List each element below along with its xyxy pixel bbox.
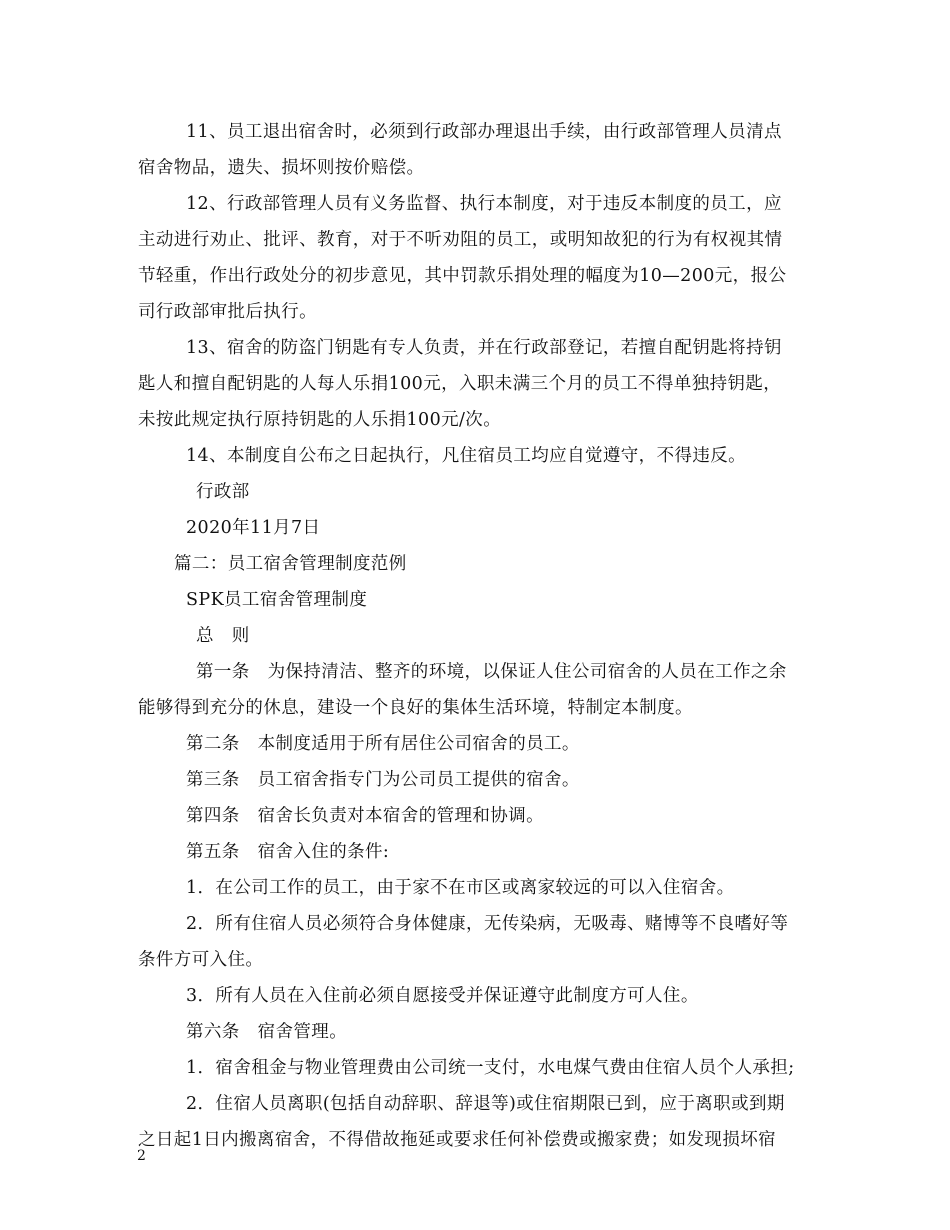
paragraph-line: 11、员工退出宿舍时，必须到行政部办理退出手续，由行政部管理人员清点 <box>186 122 782 142</box>
paragraph-line: 1．宿舍租金与物业管理费由公司统一支付，水电煤气费由住宿人员个人承担; <box>186 1058 795 1078</box>
paragraph-line: 2．住宿人员离职(包括自动辞职、辞退等)或住宿期限已到，应于离职或到期 <box>186 1094 785 1114</box>
paragraph-line: 主动进行劝止、批评、教育，对于不听劝阻的员工，或明知故犯的行为有权视其情 <box>138 230 783 250</box>
paragraph-line: 能够得到充分的休息，建设一个良好的集体生活环境，特制定本制度。 <box>138 698 693 718</box>
paragraph-line: 第二条 本制度适用于所有居住公司宿舍的员工。 <box>186 734 580 754</box>
paragraph-line: 第五条 宿舍入住的条件: <box>186 842 390 862</box>
paragraph-line: 条件方可入住。 <box>138 950 264 970</box>
paragraph-line: 12、行政部管理人员有义务监督、执行本制度，对于违反本制度的员工，应 <box>186 194 782 214</box>
signature-date: 2020年11月7日 <box>186 518 321 538</box>
paragraph-line: 未按此规定执行原持钥匙的人乐捐100元/次。 <box>138 410 502 430</box>
paragraph-line: 司行政部审批后执行。 <box>138 302 317 322</box>
paragraph-line: 宿舍物品，遗失、损坏则按价赔偿。 <box>138 158 425 178</box>
signature-department: 行政部 <box>196 482 250 502</box>
paragraph-line: 第三条 员工宿舍指专门为公司员工提供的宿舍。 <box>186 770 580 790</box>
paragraph-line: 第一条 为保持清洁、整齐的环境，以保证人住公司宿舍的人员在工作之余 <box>196 662 787 682</box>
document-title: SPK员工宿舍管理制度 <box>186 590 368 610</box>
page-number: 2 <box>137 1148 146 1164</box>
chapter-heading: 总 则 <box>196 626 250 646</box>
paragraph-line: 13、宿舍的防盗门钥匙有专人负责，并在行政部登记，若擅自配钥匙将持钥 <box>186 338 782 358</box>
paragraph-line: 匙人和擅自配钥匙的人每人乐捐100元，入职未满三个月的员工不得单独持钥匙， <box>138 374 782 394</box>
paragraph-line: 3．所有人员在入住前必须自愿接受并保证遵守此制度方可人住。 <box>186 986 699 1006</box>
paragraph-line: 第六条 宿舍管理。 <box>186 1022 348 1042</box>
section-heading: 篇二：员工宿舍管理制度范例 <box>174 554 407 574</box>
paragraph-line: 之日起1日内搬离宿舍，不得借故拖延或要求任何补偿费或搬家费；如发现损坏宿 <box>138 1130 777 1150</box>
paragraph-line: 14、本制度自公布之日起执行，凡住宿员工均应自觉遵守，不得违反。 <box>186 446 747 466</box>
paragraph-line: 第四条 宿舍长负责对本宿舍的管理和协调。 <box>186 806 544 826</box>
paragraph-line: 1．在公司工作的员工，由于家不在市区或离家较远的可以入住宿舍。 <box>186 878 735 898</box>
paragraph-line: 2．所有住宿人员必须符合身体健康，无传染病，无吸毒、赌博等不良嗜好等 <box>186 914 789 934</box>
paragraph-line: 节轻重，作出行政处分的初步意见，其中罚款乐捐处理的幅度为10—200元，报公 <box>138 266 787 286</box>
